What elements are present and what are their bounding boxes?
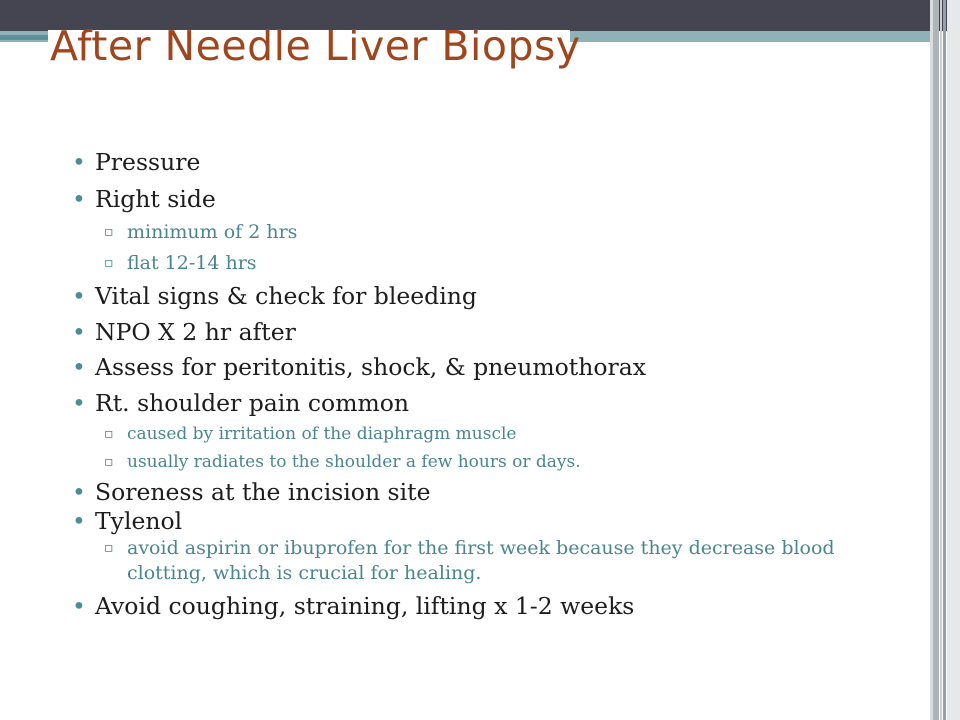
sub-bullet-item bbox=[72, 536, 897, 586]
sub-bullet-text: avoid aspirin or ibuprofen for the first week because they decrease blood clotting, which is crucial for healing. bbox=[127, 537, 835, 584]
bullet-text: Vital signs & check for bleeding bbox=[95, 282, 477, 310]
bullet-marker: • bbox=[72, 507, 86, 535]
bullet-marker: • bbox=[72, 148, 86, 176]
bullet-item bbox=[72, 592, 872, 621]
sub-bullet-marker: ▫ bbox=[104, 454, 114, 470]
right-decoration bbox=[930, 0, 960, 720]
sub-bullet-item bbox=[72, 423, 872, 445]
bullet-item bbox=[72, 148, 872, 177]
bullet-marker: • bbox=[72, 282, 86, 310]
bullet-item bbox=[72, 185, 872, 214]
bullet-item bbox=[72, 507, 872, 536]
sub-bullet-text: usually radiates to the shoulder a few hours or days. bbox=[127, 452, 581, 472]
bullet-text: Avoid coughing, straining, lifting x 1-2 weeks bbox=[95, 592, 635, 620]
bullet-marker: • bbox=[72, 592, 86, 620]
sub-bullet-marker: ▫ bbox=[104, 255, 114, 271]
bullet-item bbox=[72, 353, 872, 382]
bullet-marker: • bbox=[72, 318, 86, 346]
sub-bullet-item bbox=[72, 220, 872, 245]
bullet-text: Tylenol bbox=[95, 507, 183, 535]
bullet-marker: • bbox=[72, 478, 86, 506]
sub-bullet-marker: ▫ bbox=[104, 224, 114, 240]
bullet-marker: • bbox=[72, 185, 86, 213]
bullet-marker: • bbox=[72, 389, 86, 417]
sub-bullet-marker: ▫ bbox=[104, 426, 114, 442]
sub-bullet-text: flat 12-14 hrs bbox=[127, 252, 257, 274]
bullet-text: Right side bbox=[95, 185, 216, 213]
bullet-text: Rt. shoulder pain common bbox=[95, 389, 410, 417]
bullet-list bbox=[72, 148, 872, 621]
bullet-text: Assess for peritonitis, shock, & pneumothorax bbox=[95, 353, 646, 381]
sub-bullet-marker: ▫ bbox=[104, 540, 114, 556]
sub-bullet-item bbox=[72, 251, 872, 276]
title-underline-2 bbox=[570, 61, 775, 63]
slide-title: After Needle Liver Biopsy bbox=[50, 22, 581, 70]
bullet-item bbox=[72, 282, 872, 311]
bullet-item bbox=[72, 478, 872, 507]
bullet-item bbox=[72, 318, 872, 347]
bullet-text: Soreness at the incision site bbox=[95, 478, 431, 506]
bullet-text: Pressure bbox=[95, 148, 201, 176]
title-underline-1 bbox=[540, 50, 890, 52]
bullet-marker: • bbox=[72, 353, 86, 381]
sub-bullet-item bbox=[72, 451, 872, 473]
sub-bullet-text: minimum of 2 hrs bbox=[127, 221, 298, 243]
bullet-item bbox=[72, 389, 872, 418]
sub-bullet-text: caused by irritation of the diaphragm muscle bbox=[127, 424, 517, 444]
bullet-text: NPO X 2 hr after bbox=[95, 318, 296, 346]
